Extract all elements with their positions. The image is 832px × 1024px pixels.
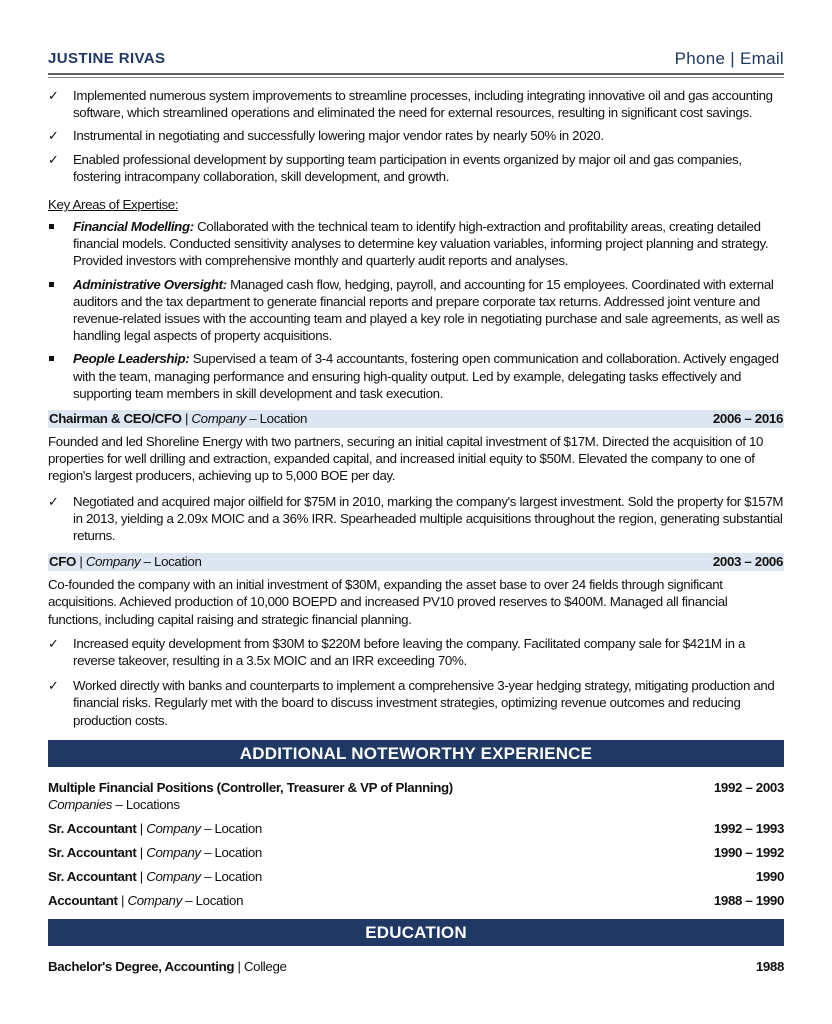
position-title: Sr. Accountant (48, 820, 137, 836)
square-bullet-icon (49, 356, 54, 361)
position-title: Multiple Financial Positions (Controller, Treasurer & VP of Planning) (48, 779, 453, 795)
job-separator: | (76, 554, 86, 570)
position-company: Company (146, 844, 201, 860)
square-bullet-icon (49, 282, 54, 287)
bullet-text: Enabled professional development by supporting team participation in events organized by major oil and gas companies, fostering intracompany collaboration, skill development, and growth. (73, 151, 742, 184)
position-separator: | (136, 868, 147, 884)
job-separator: | (181, 411, 192, 427)
position-dates: 1992 – 1993 (713, 820, 784, 836)
graduation-year: 1988 (755, 958, 784, 974)
job-company: Company (85, 554, 141, 570)
position-title: Sr. Accountant (48, 844, 137, 860)
expertise-title: Financial Modelling: (73, 219, 194, 235)
job-header (48, 553, 784, 571)
experience-row (48, 892, 784, 909)
checkmark-icon: ✓ (48, 678, 59, 694)
checkmark-icon: ✓ (48, 635, 59, 651)
position-dates: 1992 – 2003 (713, 779, 784, 795)
bullet-text: Increased equity development from $30M to $220M before leaving the company. Facilitated company sale for $421M in a reverse takeover, resulting in a 3.5x MOIC and an IRR exceeding 70%. (73, 635, 746, 669)
position-company: Company (146, 868, 201, 884)
job-dash: – (140, 554, 155, 570)
job-achievement (48, 677, 784, 729)
experience-row (48, 779, 784, 796)
header-rule-thin (48, 77, 784, 78)
job-dates: 2006 – 2016 (712, 411, 783, 427)
position-title: Sr. Accountant (48, 868, 137, 884)
expertise-title: Administrative Oversight: (73, 276, 227, 292)
experience-row (48, 868, 784, 885)
expertise-heading: Key Areas of Expertise: (48, 197, 179, 213)
experience-companies (48, 796, 784, 813)
expertise-text: Managed cash flow, hedging, payroll, and accounting for 15 employees. Coordinated with external auditors and the tax department to generate financial reports and prepare corporate tax returns. Addressed joint venture and revenue-related issues with the accounting team and played a key role in negotiating purchase and sale agreements, as well as handling legal aspects of property acquisitions. (73, 276, 780, 344)
position-separator: | (136, 820, 147, 836)
position-dates: 1990 – 1992 (713, 844, 784, 860)
position-location: Location (214, 868, 262, 884)
job-title: Chairman & CEO/CFO (49, 411, 182, 427)
education-separator: | (234, 958, 244, 974)
checkmark-icon: ✓ (48, 493, 59, 509)
experience-row (48, 820, 784, 837)
job-summary: Co-founded the company with an initial investment of $30M, expanding the asset base to over 24 fields through significant acquisitions. Achieved production of 10,000 BOEPD and increased PV10 proved reserves to $400M. Managed all financial functions, including capital raising and strategic financial planning. (48, 577, 728, 627)
companies-dash: – (112, 796, 126, 812)
position-dash: – (200, 820, 215, 836)
job-location: Location (154, 554, 202, 570)
position-dash: – (200, 868, 215, 884)
expertise-text: Collaborated with the technical team to identify high-extraction and profitability areas, creating detailed financial models. Conducted sensitivity analyses to determine key valuation variables, informing project planning and strategy. Provided investors with comprehensive monthly and quarterly audit reports and analyses. (73, 219, 769, 269)
position-separator: | (136, 844, 147, 860)
resume-header (48, 48, 784, 72)
position-location: Location (214, 844, 262, 860)
position-location: Location (214, 820, 262, 836)
position-separator: | (117, 892, 128, 908)
section-heading-additional: ADDITIONAL NOTEWORTHY EXPERIENCE (48, 740, 784, 767)
experience-row (48, 844, 784, 861)
locations-label: Locations (125, 796, 180, 812)
job-dates: 2003 – 2006 (712, 554, 783, 570)
bullet-text: Worked directly with banks and counterparts to implement a comprehensive 3-year hedging strategy, mitigating production and financial risks. Regularly met with the board to discuss investment strategies, optimizing revenue outcomes and reducing production costs. (73, 678, 775, 728)
email-link[interactable]: Email (739, 49, 784, 68)
job-header (48, 410, 784, 428)
expertise-title: People Leadership: (73, 351, 190, 367)
position-dates: 1988 – 1990 (713, 892, 784, 908)
school: College (243, 958, 287, 974)
expertise-item (48, 218, 784, 270)
resume-body (48, 87, 784, 975)
companies-label: Companies (48, 796, 113, 812)
expertise-item (48, 276, 784, 345)
job-achievement (48, 493, 784, 545)
achievement-bullet (48, 127, 784, 144)
expertise-item (48, 350, 784, 402)
square-bullet-icon (49, 224, 54, 229)
job-title: CFO (49, 554, 77, 570)
achievement-bullet (48, 87, 784, 121)
position-dates: 1990 (755, 868, 784, 884)
position-company: Company (146, 820, 201, 836)
expertise-text: Supervised a team of 3-4 accountants, fostering open communication and collaboration. Actively engaged with the team, managing performance and ensuring high-quality output. Led by example, delegating tasks effectively and supporting team members in skill development and task execution. (73, 351, 779, 401)
position-company: Company (127, 892, 182, 908)
education-row (48, 958, 784, 975)
checkmark-icon: ✓ (48, 128, 59, 144)
contact-info (675, 49, 784, 69)
checkmark-icon: ✓ (48, 88, 59, 103)
job-dash: – (245, 411, 260, 427)
achievement-bullet (48, 151, 784, 185)
bullet-text: Implemented numerous system improvements to streamline processes, including integrating innovative oil and gas accounting software, which streamlined operations and eliminated the need for external resources, resulting in significant cost savings. (73, 88, 773, 121)
checkmark-icon: ✓ (48, 151, 59, 167)
bullet-text: Negotiated and acquired major oilfield for $75M in 2010, marking the company's largest investment. Sold the property for $157M in 2013, yielding a 2.09x MOIC and a 36% IRR. Spearheaded multiple acquisitions throughout the region, generating substantial returns. (73, 493, 784, 544)
phone-link[interactable]: Phone (674, 49, 726, 68)
position-title: Accountant (48, 892, 118, 908)
degree: Bachelor's Degree, Accounting (48, 958, 235, 974)
section-heading-education: EDUCATION (48, 919, 784, 946)
candidate-name: JUSTINE RIVAS (48, 50, 166, 67)
job-achievement (48, 635, 784, 669)
bullet-text: Instrumental in negotiating and successfully lowering major vendor rates by nearly 50% in 2020. (73, 128, 604, 144)
position-location: Location (195, 892, 244, 908)
job-location: Location (259, 411, 308, 427)
position-dash: – (181, 892, 196, 908)
contact-separator: | (730, 49, 735, 68)
header-rule-thick (48, 73, 784, 75)
position-dash: – (200, 844, 215, 860)
job-company: Company (191, 411, 246, 427)
job-summary: Founded and led Shoreline Energy with two partners, securing an initial capital investment of $17M. Directed the acquisition of 10 properties for well drilling and extraction, expanded capital, and increased initial equity to $50M. Elevated the company to one of region's largest producers, achieving up to 5,000 BOE per day. (48, 434, 764, 484)
